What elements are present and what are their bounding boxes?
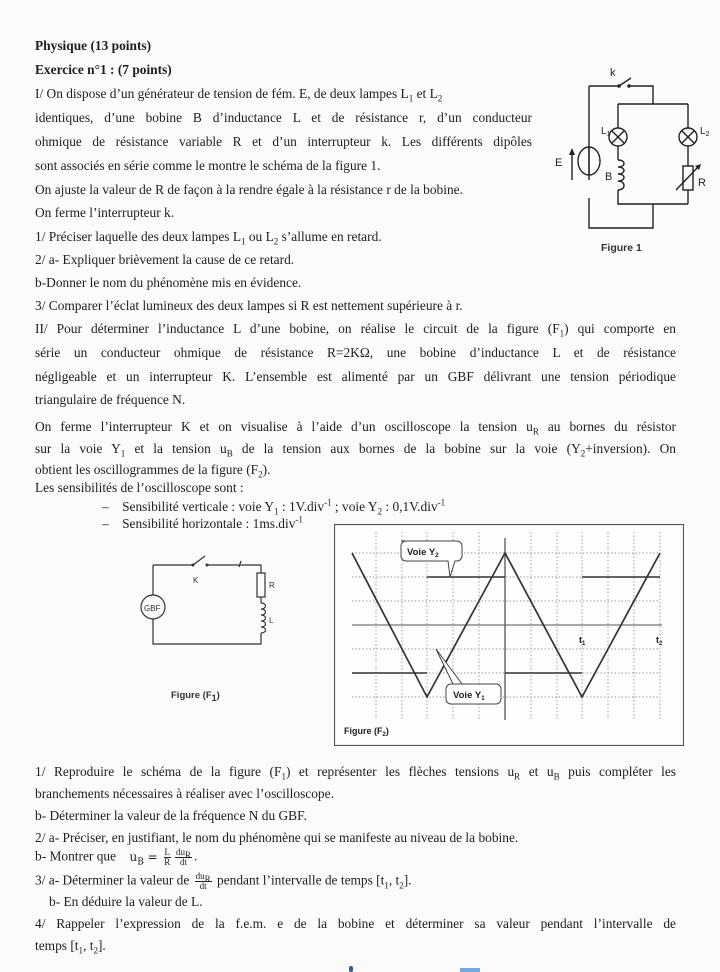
q1-line-1: 1/ Reproduire le schéma de la figure $(F_1)$ et représenter les flèches tensions $u_R$ et $u_B$ puis compléter les xyxy=(35,764,676,782)
sensitivity-vertical: – Sensibilité verticale : voie $Y_1$ : 1V.div$^{-1}$ ; voie $Y_2$ : 0,1V.div$^{-1}$ xyxy=(102,497,446,517)
svg-text:Voie Y2: Voie $Y_2$ xyxy=(407,547,439,559)
scope-line-2: sur la voie $Y_1$ et la tension $u_B$ de la tension aux bornes de la bobine sur la voie $(Y_2+inversion)$. On xyxy=(35,441,676,459)
sensitivity-horizontal: – Sensibilité horizontale : 1ms.div$^{-1}$ xyxy=(102,514,303,531)
q2b: b- Montrer que $u_B$ = $\frac{L}{R}$ $\frac{du_R}{dt}$ . xyxy=(35,847,198,867)
oscillogram-chart xyxy=(334,524,684,746)
q2a: 2/ a- Préciser, en justifiant, le nom du phénomène qui se manifeste au niveau de la bobine. xyxy=(35,830,519,845)
q3a: 3/ a- Déterminer la valeur de $\frac{du_R}{dt}$ pendant l’intervalle de temps [$t_1$, $t_2$]. xyxy=(35,871,412,891)
part2-line-1: II/ Pour déterminer l’inductance L d’une bobine, on réalise le circuit de la figure $(F_1)$ qui comporte en xyxy=(35,321,676,339)
part1-line-4: sont associés en série comme le montre le schéma de la figure 1. xyxy=(35,158,381,173)
part1-line-1: I/ On dispose d’un générateur de tension de fém. E, de deux lampes $L_1$ et $L_2$ xyxy=(35,86,443,104)
figure-f2-caption: Figure $(F_2)$ xyxy=(344,726,389,738)
switch-k-label: K xyxy=(193,576,199,585)
figure-f1-caption: Figure $(F_1)$ xyxy=(171,690,220,703)
part2-line-3: négligeable et un interrupteur K. L’ensemble est alimenté par un GBF délivrant une tension périodique xyxy=(35,369,676,384)
switch-k-label: k xyxy=(610,67,616,79)
t2-label: $t_2$ xyxy=(656,635,663,647)
circuit-diagram xyxy=(545,56,720,256)
q1b: b- Déterminer la valeur de la fréquence N du GBF. xyxy=(35,808,307,823)
figure-f2-oscilloscope xyxy=(334,524,684,746)
part1-line-2: identiques, d’une bobine B d’inductance L et de résistance r, d’un conducteur xyxy=(35,110,532,125)
resistor-r-label: R xyxy=(698,177,706,189)
scope-line-1: On ferme l’interrupteur K et on visualise à l’aide d’un oscilloscope la tension $u_R$ au bornes du résistor xyxy=(35,419,676,437)
part2-line-2: série un conducteur ohmique de résistance R=2KΩ, une bobine d’inductance L et de résistance xyxy=(35,345,676,360)
figure-1-caption: Figure 1 xyxy=(601,242,642,254)
lamp-l1-label: $L_1$ xyxy=(601,126,611,138)
q4-line-2: temps [$t_1$, $t_2$]. xyxy=(35,938,106,956)
q1-line-2: branchements nécessaires à réaliser avec l’oscilloscope. xyxy=(35,786,334,801)
part1-line-5: On ajuste la valeur de R de façon à la rendre égale à la résistance r de la bobine. xyxy=(35,182,463,197)
scan-artifact-mark xyxy=(349,966,353,972)
lamp-l2-label: $L_2$ xyxy=(700,126,710,138)
question-3: 3/ Comparer l’éclat lumineux des deux lampes si R est nettement supérieure à r. xyxy=(35,298,463,313)
part1-line-6: On ferme l’interrupteur k. xyxy=(35,205,175,220)
figure-f1-circuit xyxy=(135,555,295,685)
scope-line-3: obtient les oscillogrammes de la figure $(F_2)$. xyxy=(35,462,271,480)
t1-label: $t_1$ xyxy=(579,635,586,647)
q3b: b- En déduire la valeur de L. xyxy=(49,894,203,909)
section-title: Physique (13 points) xyxy=(35,38,152,53)
question-2a: 2/ a- Expliquer brièvement la cause de ce retard. xyxy=(35,252,295,267)
question-2b: b-Donner le nom du phénomène mis en évidence. xyxy=(35,275,302,290)
svg-text:Voie Y1: Voie $Y_1$ xyxy=(453,690,485,702)
q4-line-1: 4/ Rappeler l’expression de la f.e.m. e de la bobine et déterminer sa valeur pendant l’intervalle de xyxy=(35,916,676,931)
part2-line-4: triangulaire de fréquence N. xyxy=(35,392,186,407)
coil-b-label: B xyxy=(605,171,613,183)
sensitivities-title: Les sensibilités de l’oscilloscope sont : xyxy=(35,480,244,495)
coil-l-label: L xyxy=(269,616,274,625)
resistor-r-label: R xyxy=(269,581,275,590)
figure-1-circuit xyxy=(545,56,720,256)
part1-line-3: ohmique de résistance variable R et d’un interrupteur k. Les différents dipôles xyxy=(35,134,532,149)
source-e-label: E xyxy=(555,157,563,169)
scan-artifact-logo xyxy=(460,968,480,972)
question-1: 1/ Préciser laquelle des deux lampes $L_1$ ou $L_2$ s’allume en retard. xyxy=(35,229,382,247)
exercise-title: Exercice n°1 : (7 points) xyxy=(35,62,172,77)
gbf-label: GBF xyxy=(144,604,161,613)
